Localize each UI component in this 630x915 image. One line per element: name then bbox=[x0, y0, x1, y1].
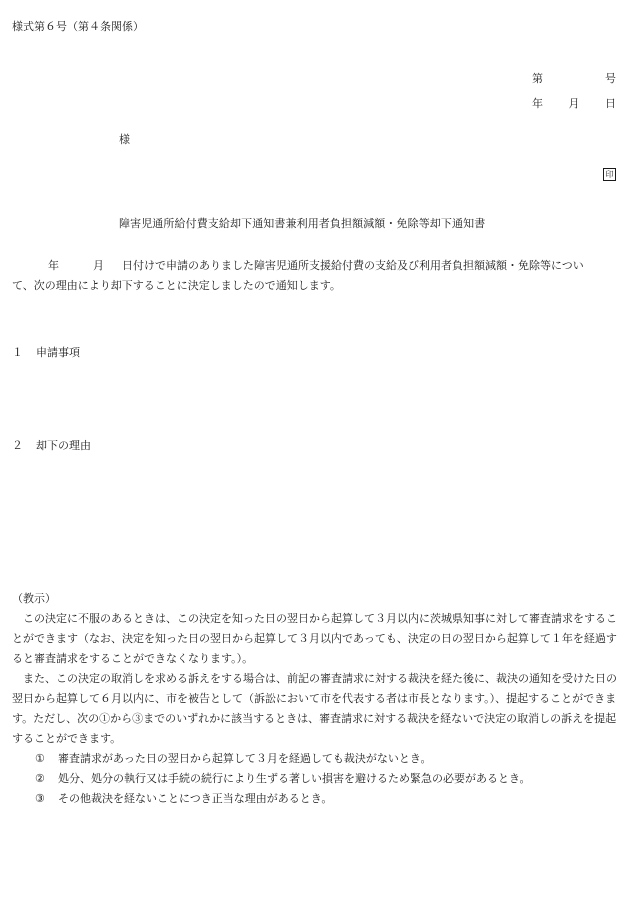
item-mark: ② bbox=[35, 772, 45, 785]
section-number: １ bbox=[12, 346, 23, 359]
date-day: 日 bbox=[605, 97, 616, 110]
section-label: 却下の理由 bbox=[36, 439, 91, 452]
body-year: 年 bbox=[48, 259, 59, 272]
body-month: 月 bbox=[93, 259, 104, 272]
document-title: 障害児通所給付費支給却下通知書兼利用者負担額減額・免除等却下通知書 bbox=[119, 217, 486, 230]
section-number: ２ bbox=[12, 439, 23, 452]
addressee-honorific: 様 bbox=[119, 133, 130, 146]
item-text: その他裁決を経ないことにつき正当な理由があるとき。 bbox=[58, 792, 333, 805]
item-text: 審査請求があった日の翌日から起算して３月を経過しても裁決がないとき。 bbox=[58, 752, 432, 765]
document-number-line bbox=[532, 73, 616, 84]
notice-list-item bbox=[12, 749, 618, 769]
notice-list-item bbox=[12, 769, 618, 789]
notice-paragraph-1: この決定に不服のあるときは、この決定を知った日の翌日から起算して３月以内に茨城県知事に対して審査請求をすることができます（なお、決定を知った日の翌日から起算して３月以内であっても、決定の日の翌日から起算して１年を経過すると審査請求をすることができなくなります。）。 bbox=[12, 612, 617, 665]
body-paragraph bbox=[12, 256, 618, 296]
body-text-line2: て、次の理由により却下することに決定しましたので通知します。 bbox=[12, 279, 341, 292]
notice-list-item bbox=[12, 789, 618, 809]
seal-icon: 印 bbox=[603, 168, 616, 181]
appeal-notice bbox=[12, 589, 618, 809]
body-text-line1: 日付けで申請のありました障害児通所支援給付費の支給及び利用者負担額減額・免除等につい bbox=[122, 259, 584, 272]
item-text: 処分、処分の執行又は手続の続行により生ずる著しい損害を避けるため緊急の必要があるとき。 bbox=[58, 772, 531, 785]
notice-heading: （教示） bbox=[12, 592, 56, 605]
section-rejection-reason bbox=[12, 440, 91, 451]
date-month: 月 bbox=[568, 97, 580, 110]
notice-paragraph-2: また、この決定の取消しを求める訴えをする場合は、前記の審査請求に対する裁決を経た後に、裁決の通知を受けた日の翌日から起算して６月以内に、市を被告として（訴訟において市を代表する者は市長となります。）、提起することができます。ただし、次の①から③までのいずれかに該当するときは、審査請求に対する裁決を経ないで決定の取消しの訴えを提起することができます。 bbox=[12, 672, 617, 745]
form-label: 様式第６号（第４条関係） bbox=[12, 20, 144, 33]
item-mark: ① bbox=[35, 752, 45, 765]
section-label: 申請事項 bbox=[36, 346, 80, 359]
document-date-line bbox=[532, 98, 616, 109]
number-prefix: 第 bbox=[532, 72, 543, 85]
number-suffix: 号 bbox=[605, 72, 616, 85]
item-mark: ③ bbox=[35, 792, 45, 805]
section-application-items bbox=[12, 347, 80, 358]
date-year: 年 bbox=[532, 97, 543, 110]
